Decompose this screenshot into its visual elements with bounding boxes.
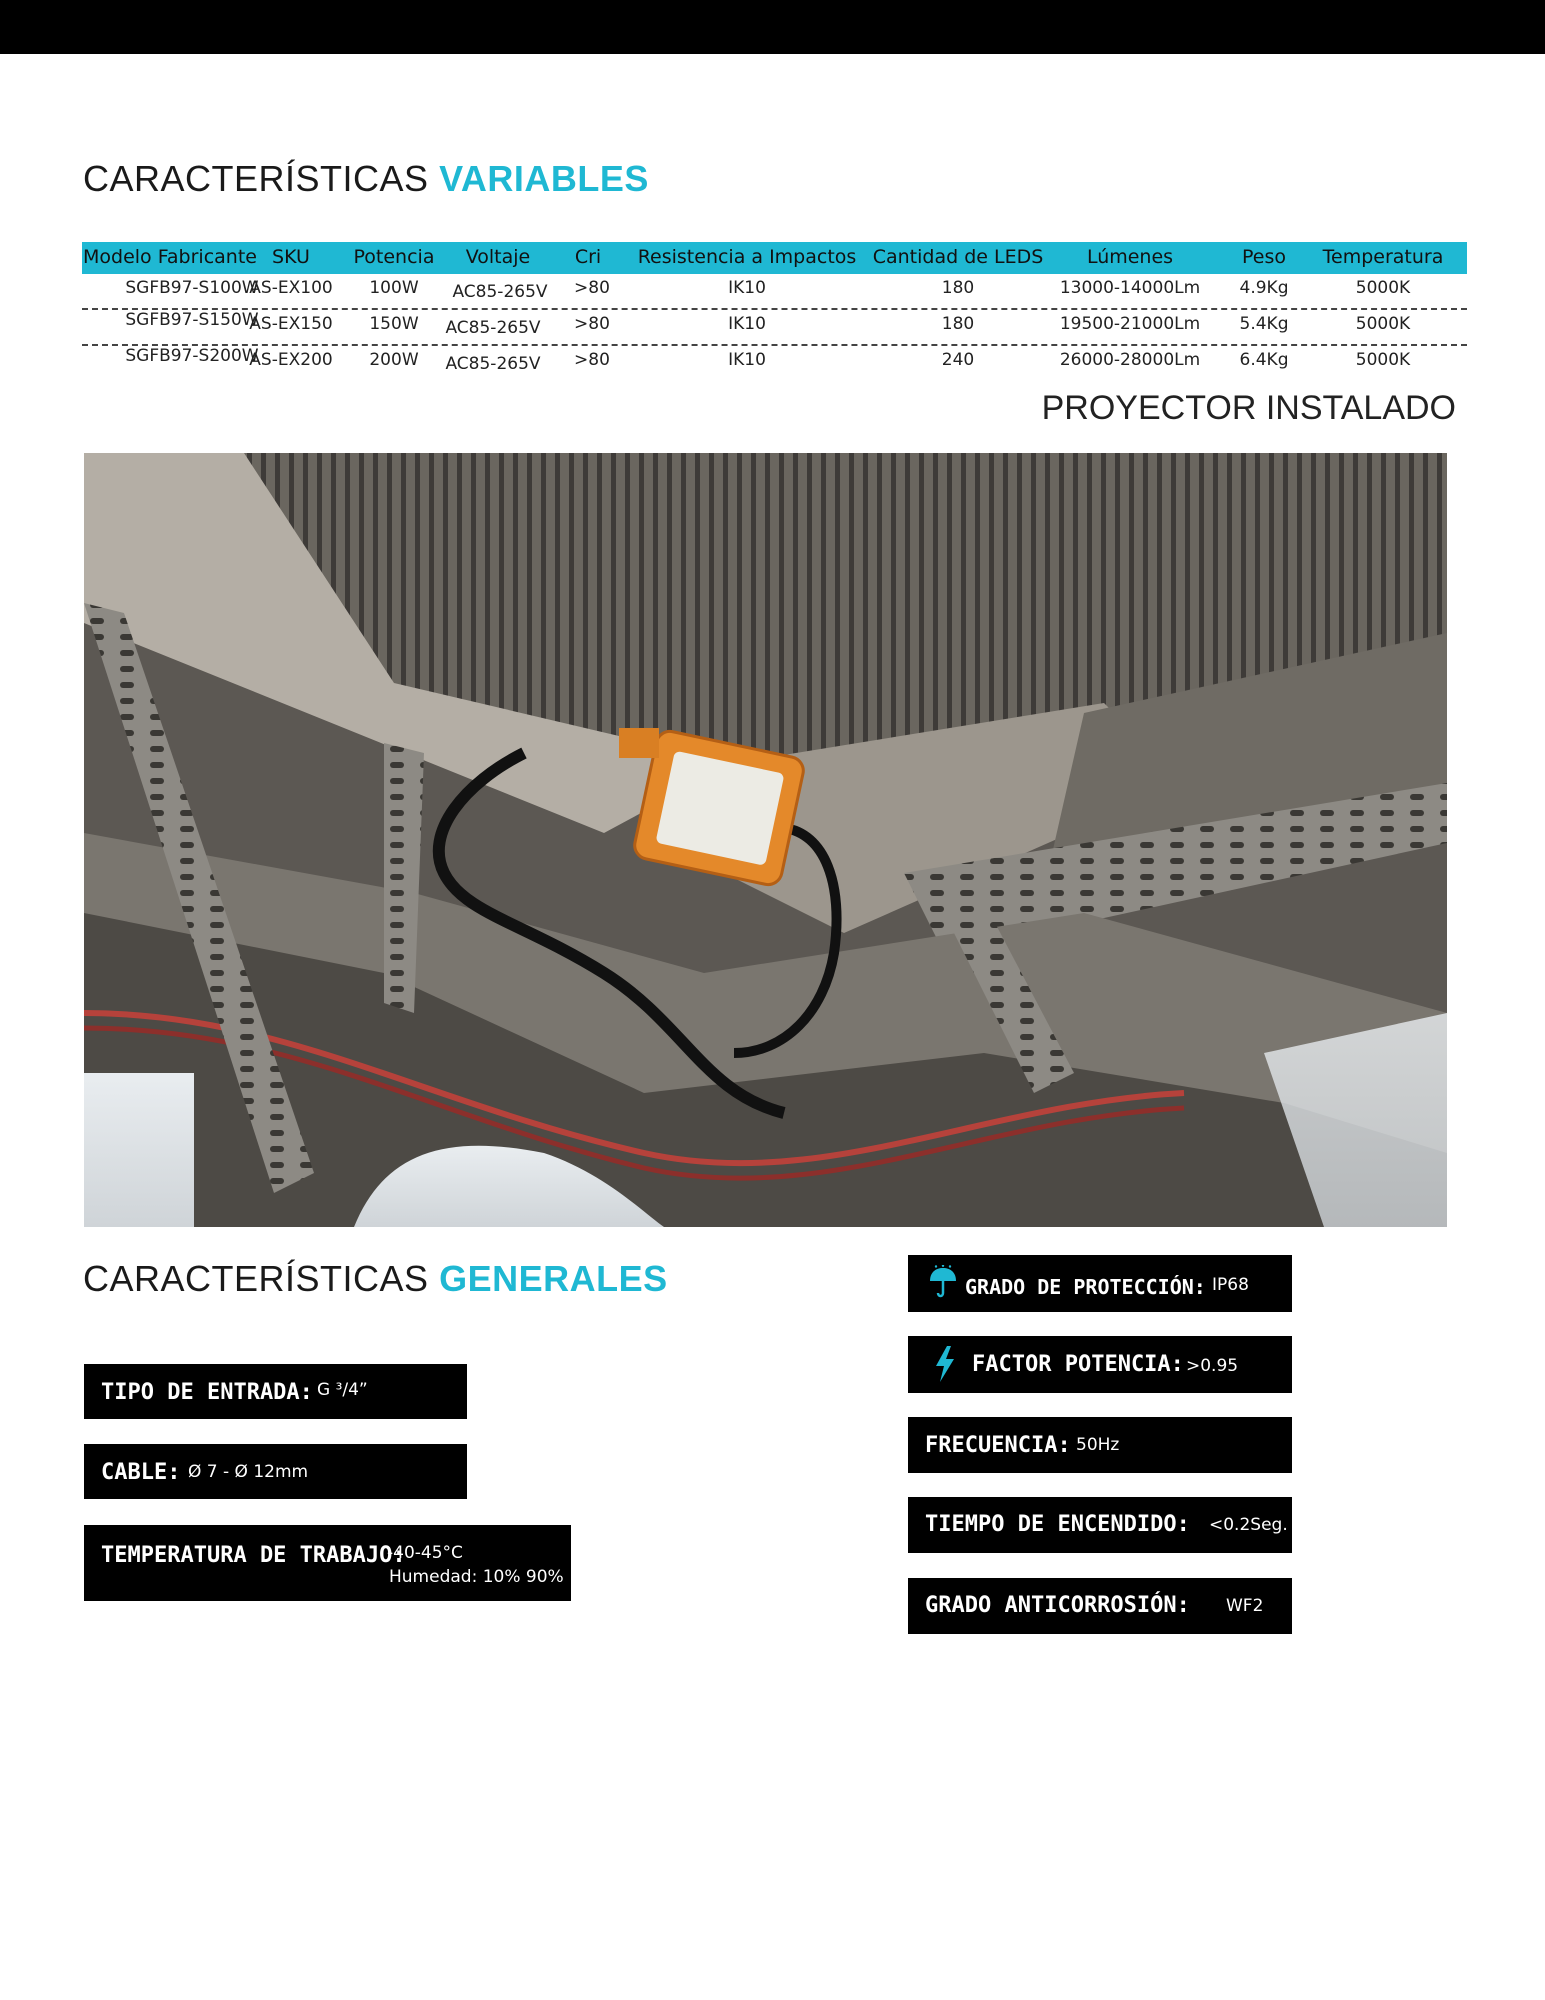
table-header — [82, 242, 1467, 274]
title-plain: CARACTERÍSTICAS — [83, 158, 429, 199]
photo-illustration — [84, 453, 1447, 1227]
header-cell: Temperatura — [1322, 246, 1444, 268]
header-cell: Voltaje — [465, 246, 531, 268]
feature-value: 50Hz — [1076, 1435, 1120, 1455]
table-cell: AS-EX150 — [249, 314, 333, 334]
feature-value: Ø 7 - Ø 12mm — [188, 1462, 309, 1482]
feature-temperatura — [84, 1525, 571, 1601]
feature-label: GRADO ANTICORROSIÓN: — [925, 1593, 1190, 1618]
feature-encendido — [908, 1497, 1292, 1553]
table-row — [82, 274, 1467, 308]
feature-label: FRECUENCIA: — [925, 1433, 1071, 1458]
table-cell: >80 — [574, 314, 610, 334]
table-cell: SGFB97-S100W — [125, 278, 259, 298]
installed-photo — [84, 453, 1447, 1227]
table-cell: 6.4Kg — [1239, 350, 1289, 370]
header-cell: Lúmenes — [1086, 246, 1174, 268]
table-cell: SGFB97-S200W — [125, 346, 259, 366]
header-cell: Cri — [574, 246, 602, 268]
table-cell: AC85-265V — [445, 354, 541, 374]
table-cell: 180 — [941, 278, 975, 298]
table-row — [82, 344, 1467, 380]
feature-value: IP68 — [1212, 1275, 1249, 1295]
feature-label: TIEMPO DE ENCENDIDO: — [925, 1512, 1190, 1537]
table-cell: 150W — [369, 314, 419, 334]
feature-label: TIPO DE ENTRADA: — [101, 1380, 313, 1405]
title-plain: CARACTERÍSTICAS — [83, 1258, 429, 1299]
table-cell: 5.4Kg — [1239, 314, 1289, 334]
table-row — [82, 308, 1467, 344]
feature-anticorrosion — [908, 1578, 1292, 1634]
section-title-variables — [83, 158, 649, 200]
header-cell: Modelo Fabricante — [83, 246, 257, 268]
feature-frecuencia — [908, 1417, 1292, 1473]
lightning-icon — [934, 1346, 956, 1386]
feature-label: GRADO DE PROTECCIÓN: — [965, 1275, 1206, 1299]
table-cell: AC85-265V — [452, 282, 548, 302]
spec-table — [82, 242, 1467, 380]
installed-title: PROYECTOR INSTALADO — [1041, 389, 1456, 427]
title-accent: VARIABLES — [439, 158, 649, 199]
table-cell: IK10 — [728, 314, 766, 334]
feature-tipo-entrada — [84, 1364, 467, 1419]
feature-factor — [908, 1336, 1292, 1393]
feature-label: FACTOR POTENCIA: — [972, 1352, 1184, 1377]
table-cell: >80 — [574, 350, 610, 370]
table-cell: 13000-14000Lm — [1059, 278, 1201, 298]
feature-cable — [84, 1444, 467, 1499]
table-cell: 4.9Kg — [1239, 278, 1289, 298]
table-cell: IK10 — [728, 350, 766, 370]
table-cell: 5000K — [1355, 350, 1411, 370]
feature-label: TEMPERATURA DE TRABAJO: — [101, 1543, 406, 1568]
table-cell: 240 — [941, 350, 975, 370]
header-cell: Cantidad de LEDS — [872, 246, 1044, 268]
feature-label: CABLE: — [101, 1460, 181, 1485]
feature-value: <0.2Seg. — [1209, 1515, 1288, 1535]
header-cell: Potencia — [353, 246, 435, 268]
feature-value: >0.95 — [1186, 1356, 1239, 1376]
table-cell: 200W — [369, 350, 419, 370]
table-cell: 5000K — [1355, 314, 1411, 334]
umbrella-icon — [928, 1265, 958, 1303]
feature-value: -40-45°C — [387, 1543, 463, 1563]
header-cell: SKU — [272, 246, 310, 268]
feature-value-humedad: Humedad: 10% 90% — [389, 1567, 564, 1587]
table-cell: 26000-28000Lm — [1059, 350, 1201, 370]
table-cell: AC85-265V — [445, 318, 541, 338]
top-bar — [0, 0, 1545, 54]
feature-value: G ³/4” — [317, 1380, 368, 1400]
feature-proteccion — [908, 1255, 1292, 1312]
table-cell: 19500-21000Lm — [1059, 314, 1201, 334]
table-cell: 5000K — [1355, 278, 1411, 298]
table-cell: SGFB97-S150W — [125, 310, 259, 330]
table-cell: 180 — [941, 314, 975, 334]
feature-value: WF2 — [1226, 1596, 1264, 1616]
header-cell: Peso — [1242, 246, 1286, 268]
table-cell: AS-EX200 — [249, 350, 333, 370]
header-cell: Resistencia a Impactos — [637, 246, 857, 268]
title-accent: GENERALES — [439, 1258, 668, 1299]
table-cell: IK10 — [728, 278, 766, 298]
table-cell: 100W — [369, 278, 419, 298]
table-cell: >80 — [574, 278, 610, 298]
section-title-generales — [83, 1258, 668, 1300]
table-cell: AS-EX100 — [249, 278, 333, 298]
